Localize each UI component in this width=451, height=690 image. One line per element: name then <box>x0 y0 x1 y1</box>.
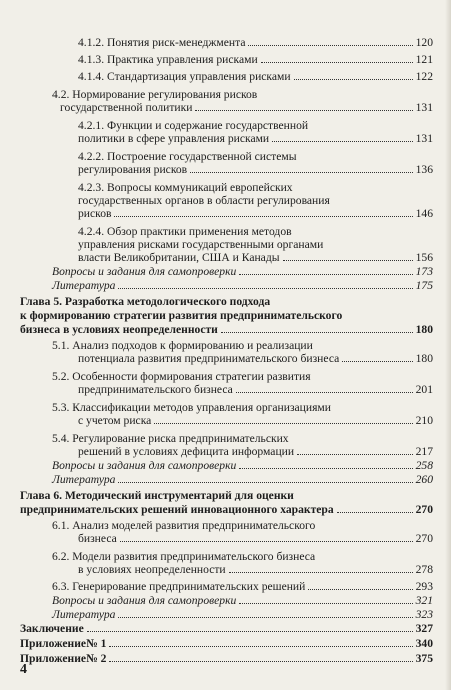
toc-entry-page: 156 <box>415 251 433 264</box>
toc-entry <box>20 622 433 636</box>
toc-entry-title: 6.2. Модели развития предпринимательского бизнеса <box>52 550 316 563</box>
toc-dot-leader <box>239 603 412 604</box>
toc-entry <box>78 207 433 221</box>
toc-entry <box>78 132 433 146</box>
toc-entry-page: 327 <box>415 622 433 635</box>
toc-entry-title: государственной политики <box>60 101 193 114</box>
toc-entry-title: 6.1. Анализ моделей развития предпринимательского <box>52 519 316 532</box>
toc-entry-title: 4.1.2. Понятия риск-менеджмента <box>78 36 246 49</box>
toc-dot-leader <box>120 541 413 542</box>
toc-dot-leader <box>248 45 412 46</box>
toc-dot-leader <box>109 661 412 662</box>
toc-entry <box>52 550 433 564</box>
toc-dot-leader <box>261 62 413 63</box>
toc-entry-page: 180 <box>415 323 433 336</box>
toc-entry-title: Заключение <box>20 622 84 635</box>
toc-entry-page: 120 <box>415 36 433 49</box>
toc-dot-leader <box>272 141 412 142</box>
toc-entry <box>20 295 433 309</box>
toc-entry <box>52 519 433 533</box>
toc-dot-leader <box>118 482 412 483</box>
toc-entry <box>78 414 433 428</box>
toc-dot-leader <box>308 589 412 590</box>
toc-entry-title: Литература <box>52 608 116 621</box>
toc-dot-leader <box>190 172 412 173</box>
toc-entry-page: 173 <box>415 265 433 278</box>
toc-entry <box>52 580 433 594</box>
toc-entry <box>78 445 433 459</box>
toc-entry <box>52 265 433 279</box>
toc-entry <box>20 503 433 517</box>
toc-entry <box>78 150 433 164</box>
toc-entry-page: 293 <box>415 580 433 593</box>
toc-entry-title: Приложение№ 2 <box>20 652 107 665</box>
toc-entry-page: 270 <box>415 532 433 545</box>
toc-entry-page: 121 <box>415 53 433 66</box>
toc-dot-leader <box>118 617 412 618</box>
toc-entry <box>78 238 433 252</box>
toc-entry-page: 131 <box>415 132 433 145</box>
toc-entry-page: 217 <box>415 445 433 458</box>
toc-entry <box>78 251 433 265</box>
toc-entry-page: 146 <box>415 207 433 220</box>
toc-dot-leader <box>118 288 412 289</box>
toc-entry <box>78 352 433 366</box>
toc-entry-page: 136 <box>415 163 433 176</box>
toc-entry-title: 5.2. Особенности формирования стратегии развития <box>52 370 311 383</box>
toc-entry-title: предпринимательских решений инновационного характера <box>20 503 334 516</box>
toc-entry-title: решений в условиях дефицита информации <box>78 445 295 458</box>
toc-entry-title: Вопросы и задания для самопроверки <box>52 459 237 472</box>
toc-entry <box>20 652 433 666</box>
toc-entry-title: власти Великобритании, США и Канады <box>78 251 280 264</box>
toc-entry-title: 4.2. Нормирование регулирования рисков <box>52 88 258 101</box>
toc-entry-title: Приложение№ 1 <box>20 637 107 650</box>
toc-entry <box>78 163 433 177</box>
toc-entry-title: бизнеса <box>78 532 117 545</box>
toc-entry <box>52 370 433 384</box>
toc-entry-title: 4.2.4. Обзор практики применения методов <box>78 225 292 238</box>
toc-entry-title: потенциала развития предпринимательского бизнеса <box>78 352 340 365</box>
toc-entry-page: 323 <box>415 608 433 621</box>
toc-entry-title: 5.4. Регулирование риска предпринимательских <box>52 432 289 445</box>
toc-entry-page: 175 <box>415 279 433 292</box>
toc-entry-title: 4.2.1. Функции и содержание государственной <box>78 119 309 132</box>
toc-entry <box>52 401 433 415</box>
toc-entry-page: 270 <box>415 503 433 516</box>
toc-entry-title: Вопросы и задания для самопроверки <box>52 265 237 278</box>
toc-dot-leader <box>114 216 412 217</box>
toc-entry-title: предпринимательского бизнеса <box>78 383 233 396</box>
toc-entry <box>52 594 433 608</box>
toc-dot-leader <box>154 423 412 424</box>
toc-entry-page: 260 <box>415 473 433 486</box>
toc-entry <box>52 88 433 102</box>
toc-entry-title: Глава 5. Разработка методологического подхода <box>20 295 271 308</box>
toc-entry-title: Глава 6. Методический инструментарий для оценки <box>20 489 294 502</box>
toc-entry <box>52 432 433 446</box>
toc-entry <box>60 101 433 115</box>
page-number: 4 <box>20 662 27 677</box>
toc-dot-leader <box>229 572 413 573</box>
toc-dot-leader <box>109 646 412 647</box>
toc-entry-title: политики в сфере управления рисками <box>78 132 270 145</box>
toc-entry <box>20 637 433 651</box>
toc-entry-title: Литература <box>52 279 116 292</box>
toc-entry-title: Литература <box>52 473 116 486</box>
toc-entry-title: Вопросы и задания для самопроверки <box>52 594 237 607</box>
toc-entry <box>78 36 433 50</box>
toc-entry <box>78 194 433 208</box>
page-edge-shadow <box>445 0 451 690</box>
toc-entry <box>78 70 433 84</box>
toc-entry-page: 278 <box>415 563 433 576</box>
toc-dot-leader <box>195 110 412 111</box>
toc-entry-title: 5.3. Классификации методов управления организациями <box>52 401 331 414</box>
toc-entry-title: 4.2.2. Построение государственной системы <box>78 150 297 163</box>
toc-dot-leader <box>337 512 413 513</box>
toc-entry-page: 340 <box>415 637 433 650</box>
toc-dot-leader <box>283 260 413 261</box>
toc-entry <box>52 339 433 353</box>
toc-entry <box>78 181 433 195</box>
toc-dot-leader <box>236 392 413 393</box>
toc-entry-page: 321 <box>415 594 433 607</box>
toc-entry <box>20 309 433 323</box>
toc-entry <box>78 119 433 133</box>
toc-entry <box>78 532 433 546</box>
toc-entry-title: 4.1.3. Практика управления рисками <box>78 53 258 66</box>
toc-entry <box>78 53 433 67</box>
toc-entry <box>78 383 433 397</box>
toc-entry-title: 5.1. Анализ подходов к формированию и реализации <box>52 339 313 352</box>
toc-dot-leader <box>87 631 413 632</box>
toc-entry-page: 131 <box>415 101 433 114</box>
toc-entry-title: к формированию стратегии развития предпринимательского <box>20 309 343 322</box>
toc-entry <box>52 473 433 487</box>
toc-entry-title: с учетом риска <box>78 414 152 427</box>
toc-entry-title: 6.3. Генерирование предпринимательских решений <box>52 580 306 593</box>
toc-dot-leader <box>239 468 412 469</box>
toc-entry-title: 4.2.3. Вопросы коммуникаций европейских <box>78 181 293 194</box>
toc-entry-page: 375 <box>415 652 433 665</box>
toc-entry-title: регулирования рисков <box>78 163 188 176</box>
toc-entry-title: рисков <box>78 207 112 220</box>
toc-entry <box>52 459 433 473</box>
toc-entry-title: 4.1.4. Стандартизация управления рисками <box>78 70 291 83</box>
toc-entry <box>78 225 433 239</box>
toc-entry <box>52 279 433 293</box>
toc-entry-title: государственных органов в области регулирования <box>78 194 330 207</box>
toc-dot-leader <box>342 361 412 362</box>
toc-entry <box>20 489 433 503</box>
toc-entry-page: 201 <box>415 383 433 396</box>
toc-entry <box>78 563 433 577</box>
toc-entry-title: бизнеса в условиях неопределенности <box>20 323 218 336</box>
toc-dot-leader <box>297 454 413 455</box>
toc-dot-leader <box>221 332 413 333</box>
toc-entry <box>20 323 433 337</box>
toc-entry-title: управления рисками государственными органами <box>78 238 324 251</box>
toc-entry <box>52 608 433 622</box>
toc-dot-leader <box>294 79 413 80</box>
toc-dot-leader <box>239 274 412 275</box>
toc-entry-page: 122 <box>415 70 433 83</box>
toc-entry-page: 258 <box>415 459 433 472</box>
toc-entry-page: 210 <box>415 414 433 427</box>
toc-entry-title: в условиях неопределенности <box>78 563 226 576</box>
toc-entry-page: 180 <box>415 352 433 365</box>
